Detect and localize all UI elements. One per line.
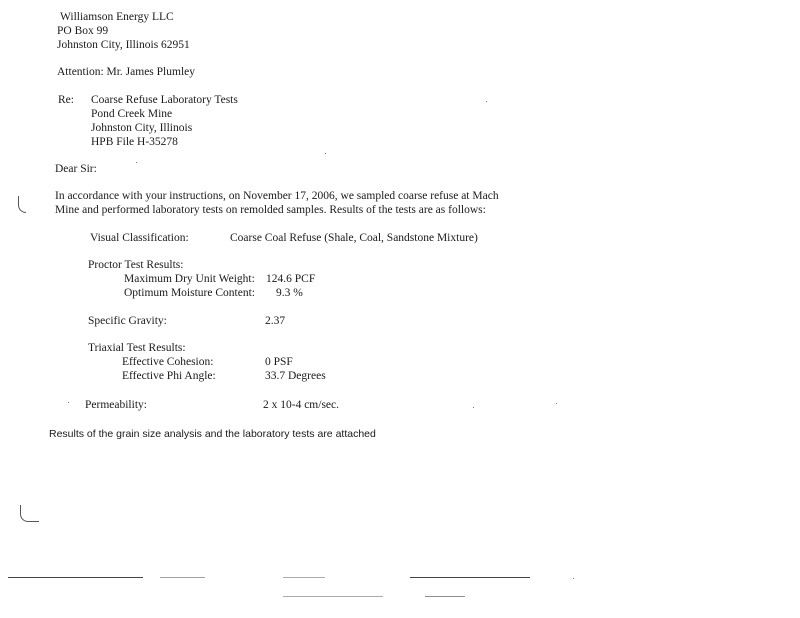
re-label: Re: <box>58 94 74 106</box>
proctor-heading: Proctor Test Results: <box>88 259 184 271</box>
visual-classification-label: Visual Classification: <box>90 232 189 244</box>
re-location: Johnston City, Illinois <box>91 122 193 134</box>
specific-gravity-value: 2.37 <box>265 315 286 327</box>
salutation: Dear Sir: <box>55 163 97 175</box>
scan-rule-5 <box>283 596 383 597</box>
effective-phi-angle-value: 33.7 Degrees <box>265 370 326 382</box>
scan-dot <box>573 578 574 579</box>
scan-rule-2 <box>160 577 205 578</box>
scan-rule-3 <box>283 577 325 578</box>
effective-cohesion-value: 0 PSF <box>265 356 293 368</box>
permeability-label: Permeability: <box>85 399 147 411</box>
scan-rule-4 <box>410 577 530 578</box>
city-state-zip: Johnston City, Illinois 62951 <box>57 39 190 51</box>
closing-line: Results of the grain size analysis and the laboratory tests are attached <box>49 428 376 440</box>
effective-phi-angle-label: Effective Phi Angle: <box>122 370 216 382</box>
scan-rule-1 <box>8 577 143 578</box>
scan-dot <box>486 101 487 102</box>
scan-mark-bottom <box>20 505 39 522</box>
company-name: Williamson Energy LLC <box>60 11 174 23</box>
scan-dot <box>556 403 557 404</box>
optimum-moisture-label: Optimum Moisture Content: <box>124 287 255 299</box>
permeability-value: 2 x 10-4 cm/sec. <box>263 399 340 411</box>
re-file: HPB File H-35278 <box>91 136 178 148</box>
max-dry-unit-weight-value: 124.6 PCF <box>266 273 316 285</box>
intro-line-1: In accordance with your instructions, on November 17, 2006, we sampled coarse refuse at Mach <box>55 190 499 202</box>
re-subject: Coarse Refuse Laboratory Tests <box>91 94 238 106</box>
re-mine: Pond Creek Mine <box>91 108 173 120</box>
scan-rule-6 <box>425 596 465 597</box>
scan-mark-top <box>18 196 26 213</box>
specific-gravity-label: Specific Gravity: <box>88 315 167 327</box>
effective-cohesion-label: Effective Cohesion: <box>122 356 214 368</box>
scan-dot <box>325 153 326 154</box>
scan-dot <box>136 162 137 163</box>
scan-dot <box>68 402 69 403</box>
attention-line: Attention: Mr. James Plumley <box>57 66 195 78</box>
optimum-moisture-value: 9.3 % <box>276 287 303 299</box>
scan-dot <box>473 407 474 408</box>
po-box: PO Box 99 <box>57 25 109 37</box>
visual-classification-value: Coarse Coal Refuse (Shale, Coal, Sandstone Mixture) <box>230 232 478 244</box>
intro-line-2: Mine and performed laboratory tests on remolded samples. Results of the tests are as follows: <box>55 204 486 216</box>
triaxial-heading: Triaxial Test Results: <box>88 342 186 354</box>
max-dry-unit-weight-label: Maximum Dry Unit Weight: <box>124 273 255 285</box>
